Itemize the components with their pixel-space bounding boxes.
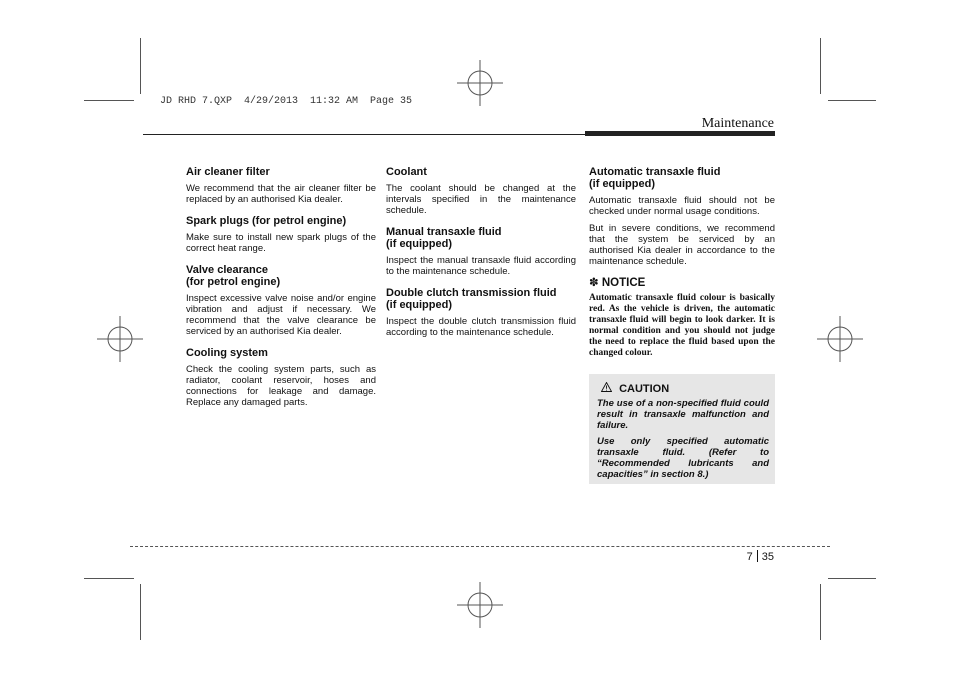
valve-clearance-body: Inspect excessive valve noise and/or engine vibration and adjust if necessary. We recommend that the valve clearance be serviced by an authorised Kia dealer.: [186, 293, 376, 337]
notice-label: NOTICE: [601, 277, 646, 289]
crop-mark: [828, 578, 876, 579]
caution-text: [597, 398, 769, 485]
caution-para1: The use of a non-specified fluid could result in transaxle malfunction and failure.: [597, 398, 769, 431]
double-clutch-heading: [386, 287, 576, 311]
air-cleaner-heading: Air cleaner filter: [186, 166, 270, 178]
double-clutch-body: Inspect the double clutch transmission fluid according to the maintenance schedule.: [386, 316, 576, 338]
registration-mark-icon: [455, 58, 505, 108]
cooling-system-body: Check the cooling system parts, such as radiator, coolant reservoir, hoses and connections for leakage and damage. Replace any damaged parts.: [186, 364, 376, 408]
header-rule: [143, 134, 587, 135]
crop-mark: [828, 100, 876, 101]
spark-plugs-heading: Spark plugs (for petrol engine): [186, 215, 347, 227]
warning-triangle-icon: [601, 383, 615, 395]
automatic-transaxle-body2: But in severe conditions, we recommend that the system be serviced by an authorised Kia dealer in accordance to the maintenance schedule.: [589, 223, 775, 267]
automatic-transaxle-heading-line1: Automatic transaxle fluid: [589, 166, 721, 178]
caution-label: CAUTION: [619, 383, 670, 395]
air-cleaner-body: We recommend that the air cleaner filter be replaced by an authorised Kia dealer.: [186, 183, 376, 205]
crop-mark: [84, 100, 134, 101]
automatic-transaxle-heading-line2: (if equipped): [589, 178, 655, 190]
spark-plugs-body: Make sure to install new spark plugs of the correct heat range.: [186, 232, 376, 254]
manual-transaxle-heading: [386, 226, 576, 250]
crop-mark: [140, 584, 141, 640]
caution-para2: Use only specified automatic transaxle fluid. (Refer to “Recommended lubricants and capacities” in section 8.): [597, 436, 769, 480]
page-number: [747, 550, 774, 563]
header-rule-bar: [585, 131, 775, 136]
caution-heading: [601, 382, 669, 395]
crop-mark: [140, 38, 141, 94]
left-column: [186, 166, 376, 418]
chapter-number: 7: [746, 551, 753, 563]
double-clutch-heading-line2: (if equipped): [386, 299, 452, 311]
valve-clearance-heading-line2: (for petrol engine): [186, 276, 281, 288]
crop-mark: [820, 584, 821, 640]
double-clutch-heading-line1: Double clutch transmission fluid: [386, 287, 557, 299]
notice-heading: [589, 277, 775, 290]
manual-transaxle-body: Inspect the manual transaxle fluid according to the maintenance schedule.: [386, 255, 576, 277]
coolant-heading: Coolant: [386, 166, 427, 178]
footer-dashed-rule: [130, 546, 830, 547]
crop-mark: [820, 38, 821, 94]
crop-mark: [84, 578, 134, 579]
notice-star-icon: ✽: [589, 277, 599, 289]
valve-clearance-heading-line1: Valve clearance: [186, 264, 268, 276]
automatic-transaxle-heading: [589, 166, 775, 190]
registration-mark-icon: [455, 580, 505, 630]
valve-clearance-heading: [186, 264, 376, 288]
section-title: Maintenance: [701, 116, 774, 131]
manual-transaxle-heading-line1: Manual transaxle fluid: [386, 226, 502, 238]
coolant-body: The coolant should be changed at the intervals specified in the maintenance schedule.: [386, 183, 576, 216]
page-number-value: 35: [761, 551, 774, 563]
automatic-transaxle-body1: Automatic transaxle fluid should not be checked under normal usage conditions.: [589, 195, 775, 217]
registration-mark-icon: [95, 314, 145, 364]
print-stamp: JD RHD 7.QXP 4/29/2013 11:32 AM Page 35: [160, 96, 413, 107]
middle-column: [386, 166, 576, 348]
right-column: [589, 166, 775, 369]
caution-box: [589, 374, 775, 484]
manual-transaxle-heading-line2: (if equipped): [386, 238, 452, 250]
registration-mark-icon: [815, 314, 865, 364]
cooling-system-heading: Cooling system: [186, 347, 268, 359]
page-number-divider: [757, 550, 758, 562]
notice-body: Automatic transaxle fluid colour is basically red. As the vehicle is driven, the automatic transaxle fluid will begin to look darker. It is normal condition and you should not judge the need to replace the fluid based upon the changed colour.: [589, 293, 775, 358]
